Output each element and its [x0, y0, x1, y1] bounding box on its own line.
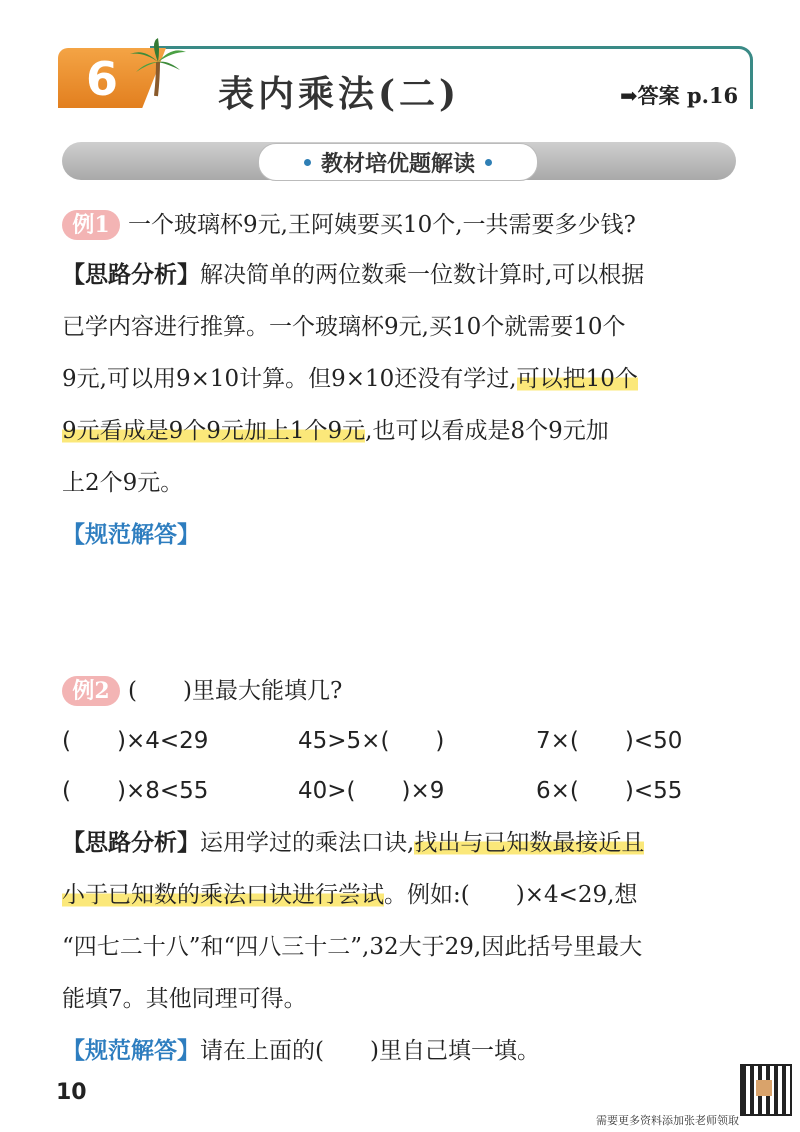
highlighted-text: 找出与已知数最接近且	[414, 830, 645, 856]
analysis-label: 【思路分析】	[62, 829, 200, 856]
problem-5: 40>( )×9	[298, 778, 445, 804]
palm-tree-icon	[128, 38, 188, 98]
example1-analysis-line-4	[62, 416, 609, 446]
analysis-text: 9元,可以用9×10计算。但9×10还没有学过,	[62, 366, 517, 392]
example2-question: ( )里最大能填几?	[128, 678, 343, 704]
problem-4: ( )×8<55	[62, 778, 209, 804]
example2-analysis-line-2	[62, 880, 637, 910]
example2-answer-line	[62, 1036, 540, 1066]
example2-analysis-line-3: “四七二十八”和“四八三十二”,32大于29,因此括号里最大	[62, 934, 643, 960]
problem-3: 7×( )<50	[536, 728, 683, 754]
bullet-dot-icon	[304, 159, 311, 166]
example1-analysis-line-5: 上2个9元。	[62, 470, 184, 496]
analysis-text: 解决简单的两位数乘一位数计算时,可以根据	[200, 262, 645, 288]
page-number: 10	[56, 1080, 87, 1105]
answer-label: 【规范解答】	[62, 522, 200, 548]
highlighted-text: 9元看成是9个9元加上1个9元	[62, 418, 366, 444]
highlighted-text: 小于已知数的乘法口诀进行尝试	[62, 882, 384, 908]
example1-analysis-line-3	[62, 364, 638, 394]
section-title: 教材培优题解读	[320, 151, 475, 177]
example1-analysis-line-2: 已学内容进行推算。一个玻璃杯9元,买10个就需要10个	[62, 314, 626, 340]
example2-question-line	[62, 676, 342, 706]
problem-1: ( )×4<29	[62, 728, 209, 754]
example1-analysis-line-1	[62, 260, 644, 290]
problem-6: 6×( )<55	[536, 778, 683, 804]
chapter-number: 6	[86, 52, 119, 106]
example2-analysis-line-1	[62, 828, 644, 858]
analysis-text: 。例如:( )×4<29,想	[384, 882, 638, 908]
problem-2: 45>5×( )	[298, 728, 445, 754]
example1-question-line	[62, 210, 636, 240]
analysis-text: 运用学过的乘法口诀,	[200, 830, 415, 856]
example2-analysis-line-4: 能填7。其他同理可得。	[62, 986, 307, 1012]
answer-reference: ➡答案 p.16	[620, 83, 739, 108]
answer-label: 【规范解答】	[62, 1037, 200, 1064]
example1-answer-label	[62, 520, 200, 550]
example1-badge: 例1	[62, 210, 120, 240]
footer-note: 需要更多资料添加张老师领取	[596, 1114, 739, 1127]
highlighted-text: 可以把10个	[516, 366, 638, 392]
qr-avatar-icon	[756, 1080, 772, 1096]
example1-question: 一个玻璃杯9元,王阿姨要买10个,一共需要多少钱?	[128, 212, 636, 238]
section-title-pill	[258, 143, 538, 181]
example2-badge: 例2	[62, 676, 120, 706]
analysis-text: ,也可以看成是8个9元加	[365, 418, 609, 444]
answer-text: 请在上面的( )里自己填一填。	[200, 1038, 540, 1064]
analysis-label: 【思路分析】	[62, 261, 200, 288]
page-title: 表内乘法(二)	[218, 73, 461, 115]
bullet-dot-icon	[485, 159, 492, 166]
